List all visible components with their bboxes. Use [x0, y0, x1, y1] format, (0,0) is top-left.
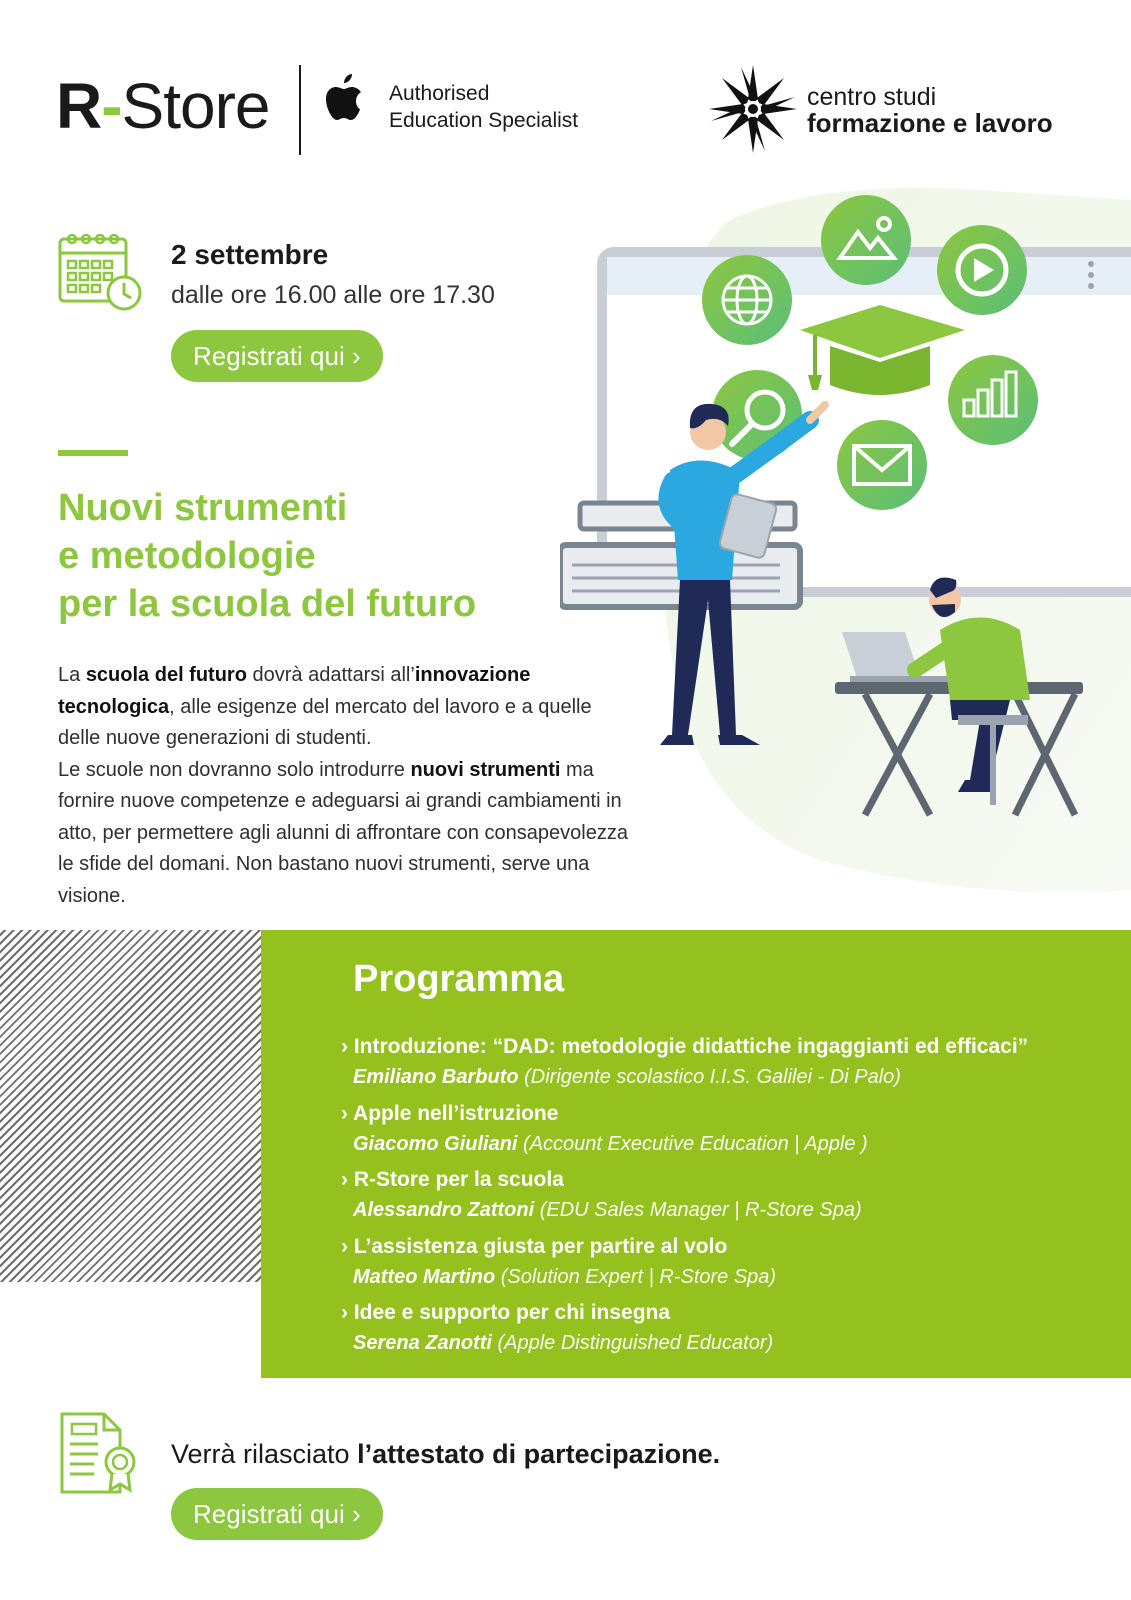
headline: [58, 484, 618, 628]
program-list: [341, 1032, 1111, 1365]
intro-paragraph-2: Le scuole non dovranno solo introdurre nuovi strumenti ma fornire nuove competenze e adeguarsi ai grandi cambiamenti in atto, per permettere agli alunni di affrontare con consapevolezza le sfide del domani. Non bastano nuovi strumenti, serve una visione.: [58, 758, 628, 907]
program-speaker: Matteo Martino (Solution Expert | R-Store Spa): [353, 1265, 777, 1288]
authorised-education-specialist: Authorised Education Specialist: [389, 82, 579, 132]
rstore-logo: R-Store: [56, 70, 270, 142]
centro-studi-star-icon: [708, 64, 798, 154]
calendar-clock-icon: [58, 231, 144, 313]
program-topic: › Introduzione: “DAD: metodologie didattiche ingaggianti ed efficaci”: [341, 1035, 1029, 1058]
headline-line: per la scuola del futuro: [58, 583, 477, 625]
education-illustration: [560, 180, 1131, 900]
centro-studi-logo-text: centro studi formazione e lavoro: [807, 83, 1053, 138]
headline-line: Nuovi strumenti: [58, 487, 348, 529]
register-button-top[interactable]: Registrati qui ›: [171, 330, 383, 382]
headline-line: e metodologie: [58, 535, 316, 577]
program-topic: › R-Store per la scuola: [341, 1168, 564, 1191]
program-speaker: Alessandro Zattoni (EDU Sales Manager | R-Store Spa): [353, 1199, 862, 1221]
program-item: [341, 1165, 1111, 1232]
certificate-icon: [58, 1410, 142, 1496]
event-time: dalle ore 16.00 alle ore 17.30: [171, 281, 495, 309]
program-title: Programma: [353, 958, 565, 1000]
event-date: 2 settembre: [171, 239, 329, 270]
program-item: [341, 1099, 1111, 1166]
intro-paragraph: [58, 660, 628, 912]
program-topic: › L’assistenza giusta per partire al volo: [341, 1234, 728, 1258]
intro-paragraph-1: La scuola del futuro dovrà adattarsi all’innovazione tecnologica, alle esigenze del mercato del lavoro e a quelle delle nuove generazioni di studenti.: [58, 664, 592, 749]
apple-logo-icon: [322, 70, 370, 130]
accent-bar: [58, 450, 128, 456]
program-speaker: Serena Zanotti (Apple Distinguished Educator): [353, 1332, 774, 1354]
program-item: [341, 1298, 1111, 1365]
program-topic: › Apple nell’istruzione: [341, 1101, 559, 1125]
certificate-text: Verrà rilasciato l’attestato di partecipazione.: [171, 1439, 721, 1469]
program-item: [341, 1032, 1111, 1099]
program-speaker: Emiliano Barbuto (Dirigente scolastico I.I.S. Galilei - Di Palo): [353, 1066, 901, 1088]
program-topic: › Idee e supporto per chi insegna: [341, 1301, 671, 1324]
program-speaker: Giacomo Giuliani (Account Executive Education | Apple ): [353, 1132, 868, 1155]
program-item: [341, 1232, 1111, 1299]
register-button-bottom[interactable]: Registrati qui ›: [171, 1488, 383, 1540]
header-divider: [299, 65, 301, 155]
